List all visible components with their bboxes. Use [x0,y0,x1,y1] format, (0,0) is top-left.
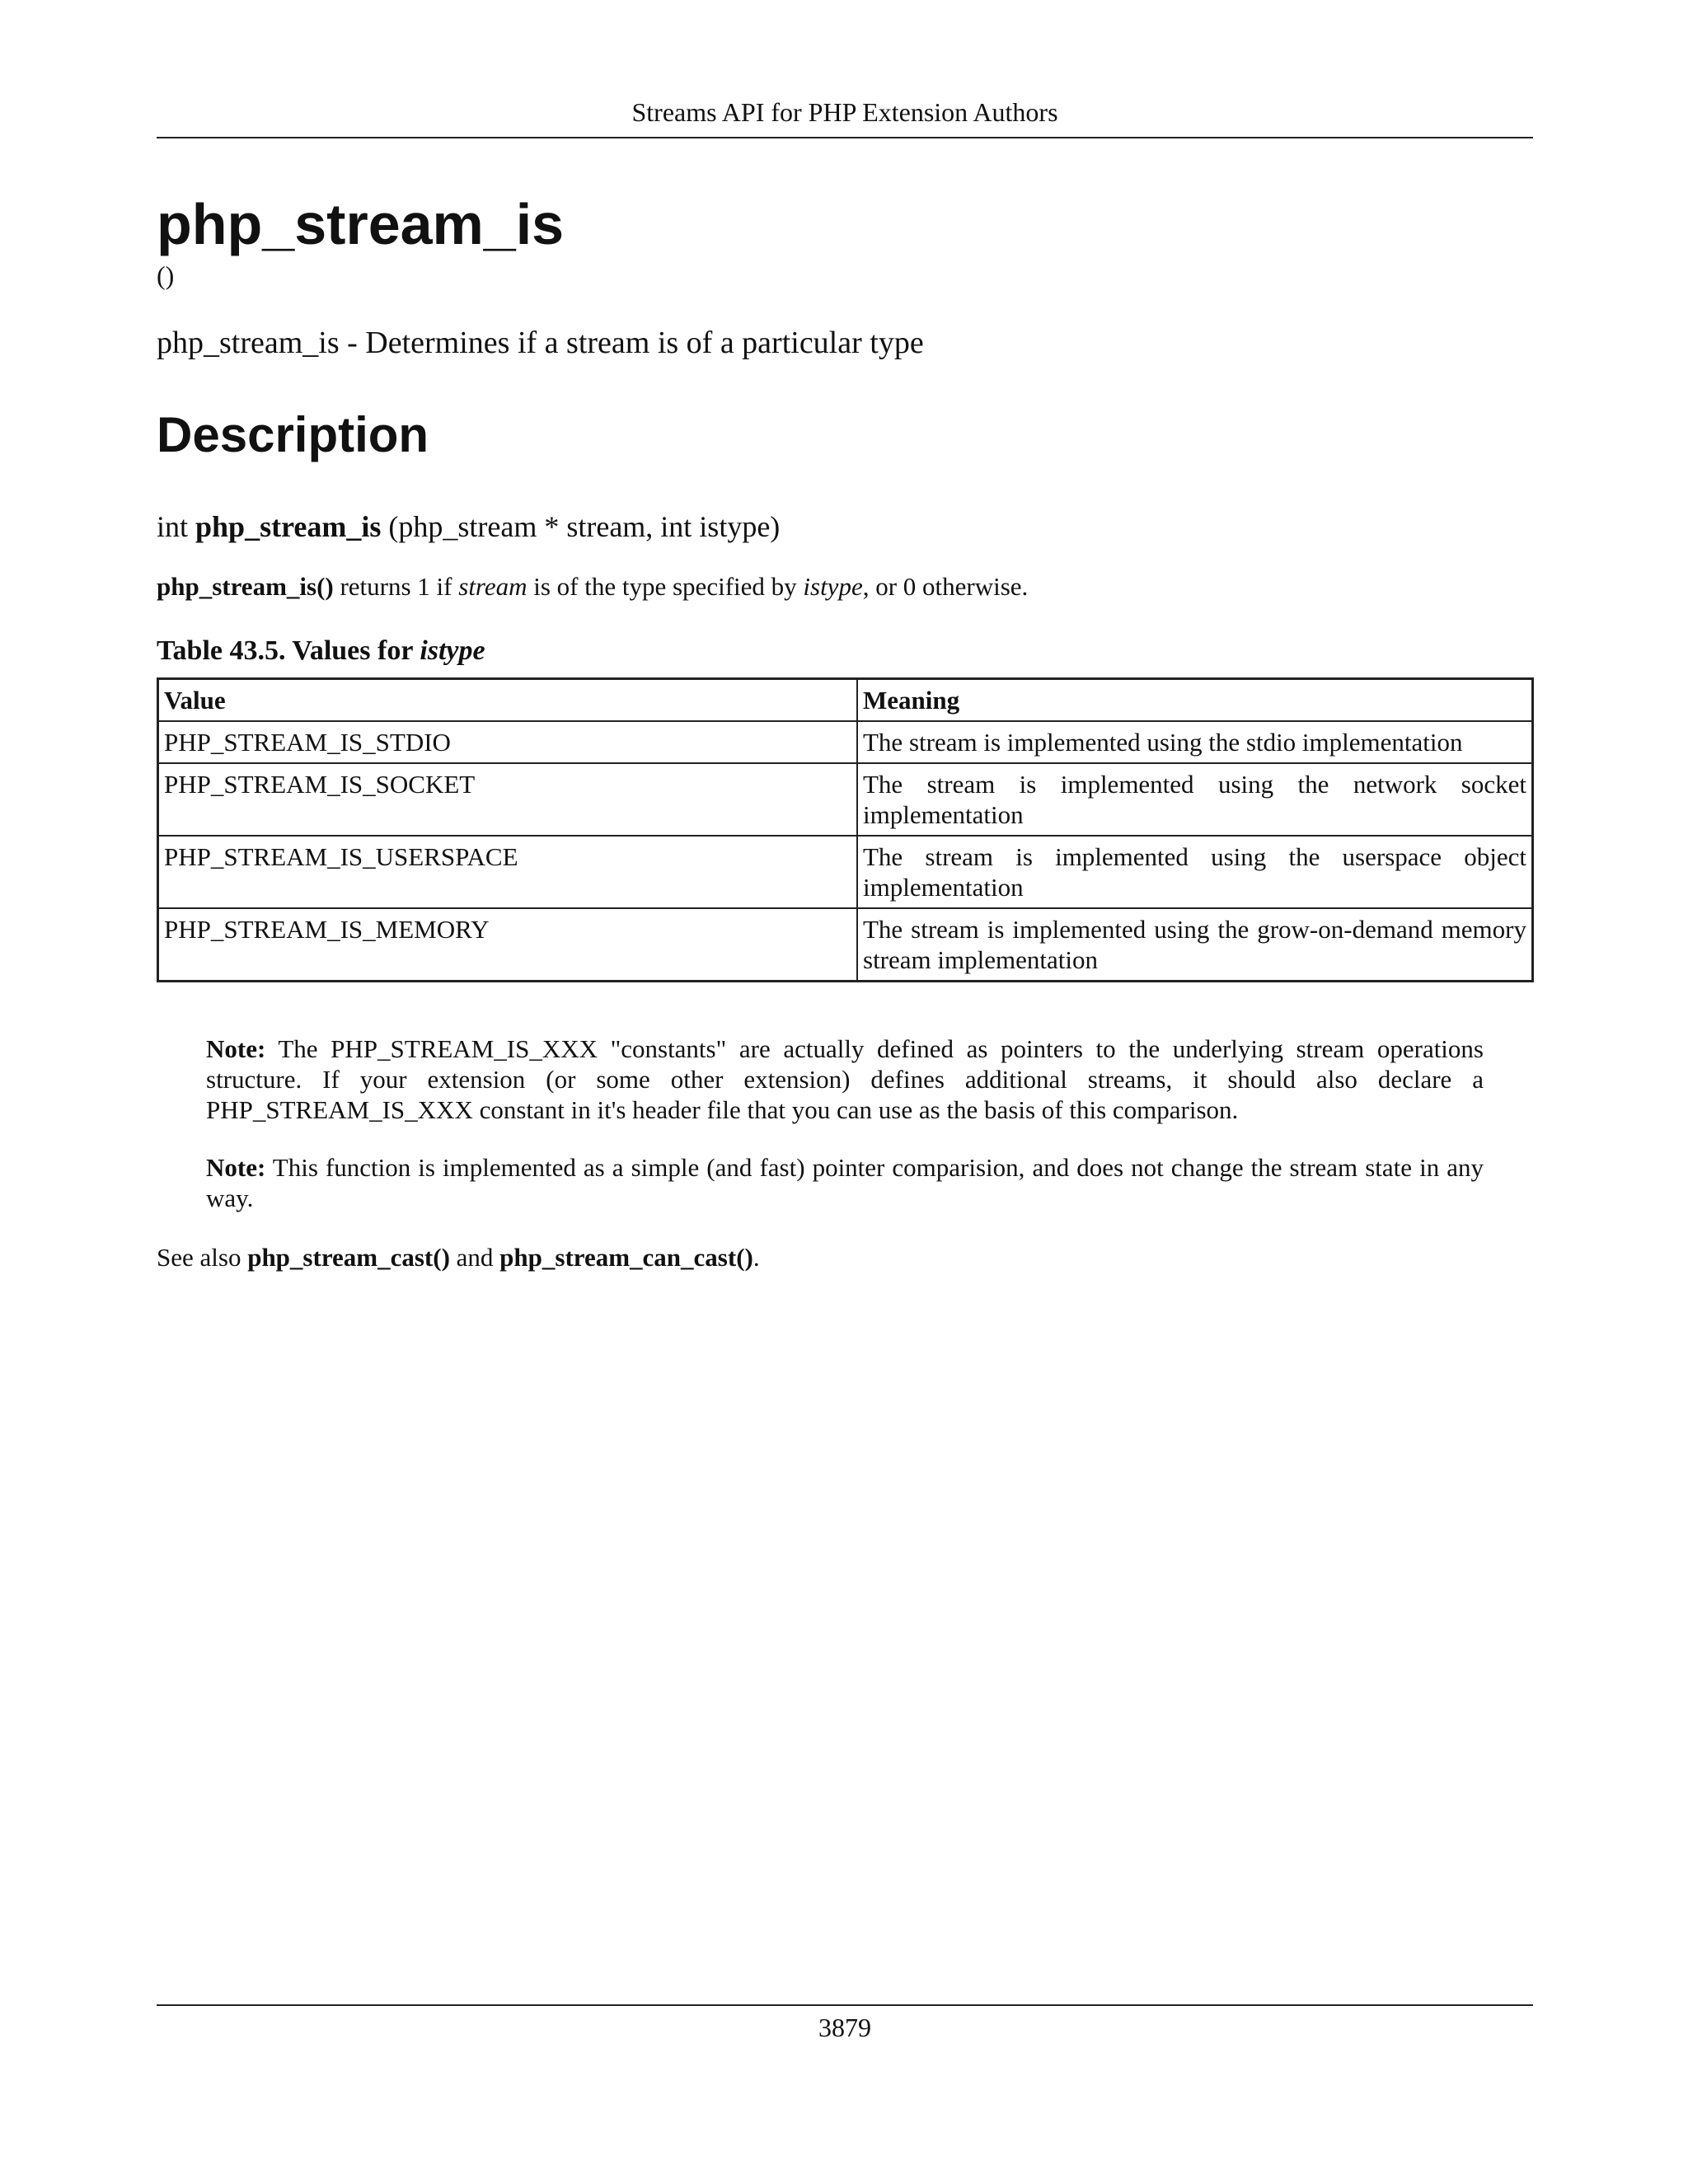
table-row [158,908,1533,982]
returns-text-2: is of the type specified by [533,572,797,601]
meaning-cell: The stream is implemented using the userspace object implementation [857,836,1533,908]
page-number: 3879 [818,2013,871,2042]
returns-text-3: , or 0 otherwise. [862,572,1029,601]
values-table [157,677,1534,982]
returns-func: php_stream_is() [157,572,334,601]
value-cell: PHP_STREAM_IS_USERSPACE [158,836,858,908]
returns-param-istype: istype [803,572,863,601]
returns-param-stream: stream [458,572,528,601]
table-caption-param: istype [420,635,485,666]
returns-text-1: returns 1 if [340,572,452,601]
note-pointers [206,1033,1484,1125]
table-header-row [158,679,1533,722]
table-row [158,836,1533,908]
see-also-suffix: . [753,1243,760,1272]
note-comparison [206,1152,1484,1213]
synopsis-function-name: php_stream_is [195,510,382,543]
entry-parens: () [157,260,175,290]
synopsis-return-type: int [157,510,189,543]
synopsis-params: (php_stream * stream, int istype) [388,510,781,543]
table-row [158,721,1533,763]
entry-purpose: php_stream_is - Determines if a stream is of a particular type [157,326,924,360]
meaning-cell: The stream is implemented using the grow-on-demand memory stream implementation [857,908,1533,982]
value-cell: PHP_STREAM_IS_MEMORY [158,908,858,982]
description-heading: Description [157,407,429,462]
document-page [157,0,1533,2184]
header-rule [157,137,1533,138]
entry-title: php_stream_is [157,192,565,256]
footer-rule [157,2004,1533,2006]
meaning-cell: The stream is implemented using the network socket implementation [857,763,1533,836]
note-label: Note: [206,1034,266,1063]
note-text: This function is implemented as a simple (and fast) pointer comparision, and does not change the stream state in any way. [206,1153,1484,1212]
returns-paragraph [157,570,1028,603]
see-also [157,1241,760,1274]
table-row [158,763,1533,836]
running-header: Streams API for PHP Extension Authors [631,97,1058,127]
note-label: Note: [206,1153,266,1182]
column-header-value: Value [158,679,858,722]
value-cell: PHP_STREAM_IS_SOCKET [158,763,858,836]
see-also-link-can-cast[interactable]: php_stream_can_cast() [499,1243,753,1272]
note-text: The PHP_STREAM_IS_XXX "constants" are actually defined as pointers to the underlying stream operations structure. If your extension (or some other extension) defines additional streams, it should also declare a PHP_STREAM_IS_XXX constant in it's header file that you can use as the basis of this comparison. [206,1034,1484,1124]
meaning-cell: The stream is implemented using the stdio implementation [857,721,1533,763]
see-also-link-cast[interactable]: php_stream_cast() [247,1243,450,1272]
table-caption [157,633,485,669]
see-also-prefix: See also [157,1243,241,1272]
table-caption-prefix: Table 43.5. Values for [157,635,413,666]
see-also-conj: and [456,1243,494,1272]
column-header-meaning: Meaning [857,679,1533,722]
value-cell: PHP_STREAM_IS_STDIO [158,721,858,763]
function-synopsis [157,508,780,546]
